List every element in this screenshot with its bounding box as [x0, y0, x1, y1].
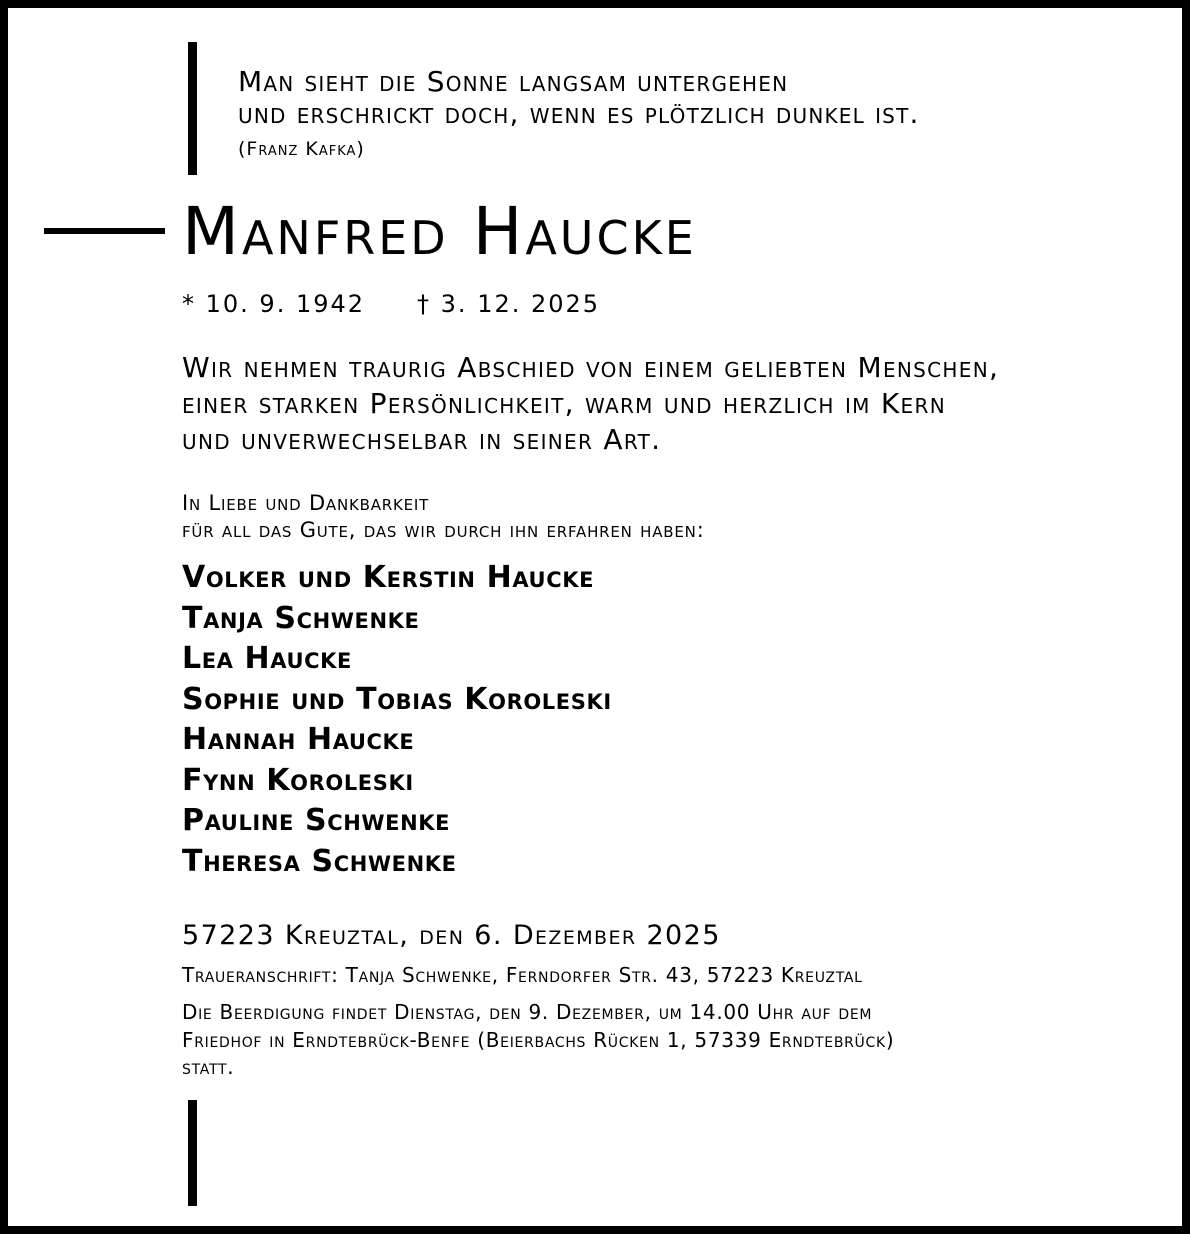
farewell-text: [182, 350, 999, 458]
mourner-name: Hannah Haucke: [182, 722, 415, 757]
gratitude-text: [182, 490, 705, 544]
gratitude-line-2: für all das Gute, das wir durch ihn erfahren haben:: [182, 518, 705, 542]
funeral-line-1: Die Beerdigung findet Dienstag, den 9. Dezember, um 14.00 Uhr auf dem: [182, 1000, 873, 1024]
mourner-name: Sophie und Tobias Koroleski: [182, 681, 612, 717]
horizontal-bar: [44, 228, 165, 234]
mourner-name: Lea Haucke: [182, 641, 352, 676]
farewell-line-2: einer starken Persönlichkeit, warm und herzlich im Kern: [182, 387, 946, 420]
gratitude-line-1: In Liebe und Dankbarkeit: [182, 491, 430, 515]
quote-line-1: Man sieht die Sonne langsam untergehen: [238, 65, 789, 98]
birth-date: * 10. 9. 1942: [182, 290, 366, 318]
bottom-vertical-bar: [188, 1100, 197, 1206]
farewell-line-1: Wir nehmen traurig Abschied von einem geliebten Menschen,: [182, 351, 1000, 384]
mourner-name: Theresa Schwenke: [182, 843, 457, 879]
mourning-address: Traueranschrift: Tanja Schwenke, Ferndorfer Str. 43, 57223 Kreuztal: [182, 963, 863, 987]
mourner-name: Pauline Schwenke: [182, 803, 451, 838]
top-vertical-bar: [188, 42, 197, 175]
funeral-line-2: Friedhof in Erndtebrück-Benfe (Beierbachs Rücken 1, 57339 Erndtebrück): [182, 1027, 895, 1052]
mourner-name: Volker und Kerstin Haucke: [182, 560, 595, 595]
funeral-line-3: statt.: [182, 1055, 235, 1079]
life-dates: [182, 290, 600, 318]
quote-line-2: und erschrickt doch, wenn es plötzlich dunkel ist.: [238, 97, 920, 130]
mourner-name: Tanja Schwenke: [182, 600, 420, 636]
farewell-line-3: und unverwechselbar in seiner Art.: [182, 423, 662, 456]
mourner-name: Fynn Koroleski: [182, 762, 414, 798]
funeral-info: [182, 999, 894, 1082]
quote: [238, 66, 920, 130]
death-date: † 3. 12. 2025: [417, 290, 601, 318]
quote-author: (Franz Kafka): [238, 138, 365, 160]
place-and-date: 57223 Kreuztal, den 6. Dezember 2025: [182, 920, 721, 951]
deceased-name: Manfred Haucke: [182, 193, 697, 270]
mourner-list: [182, 558, 612, 882]
